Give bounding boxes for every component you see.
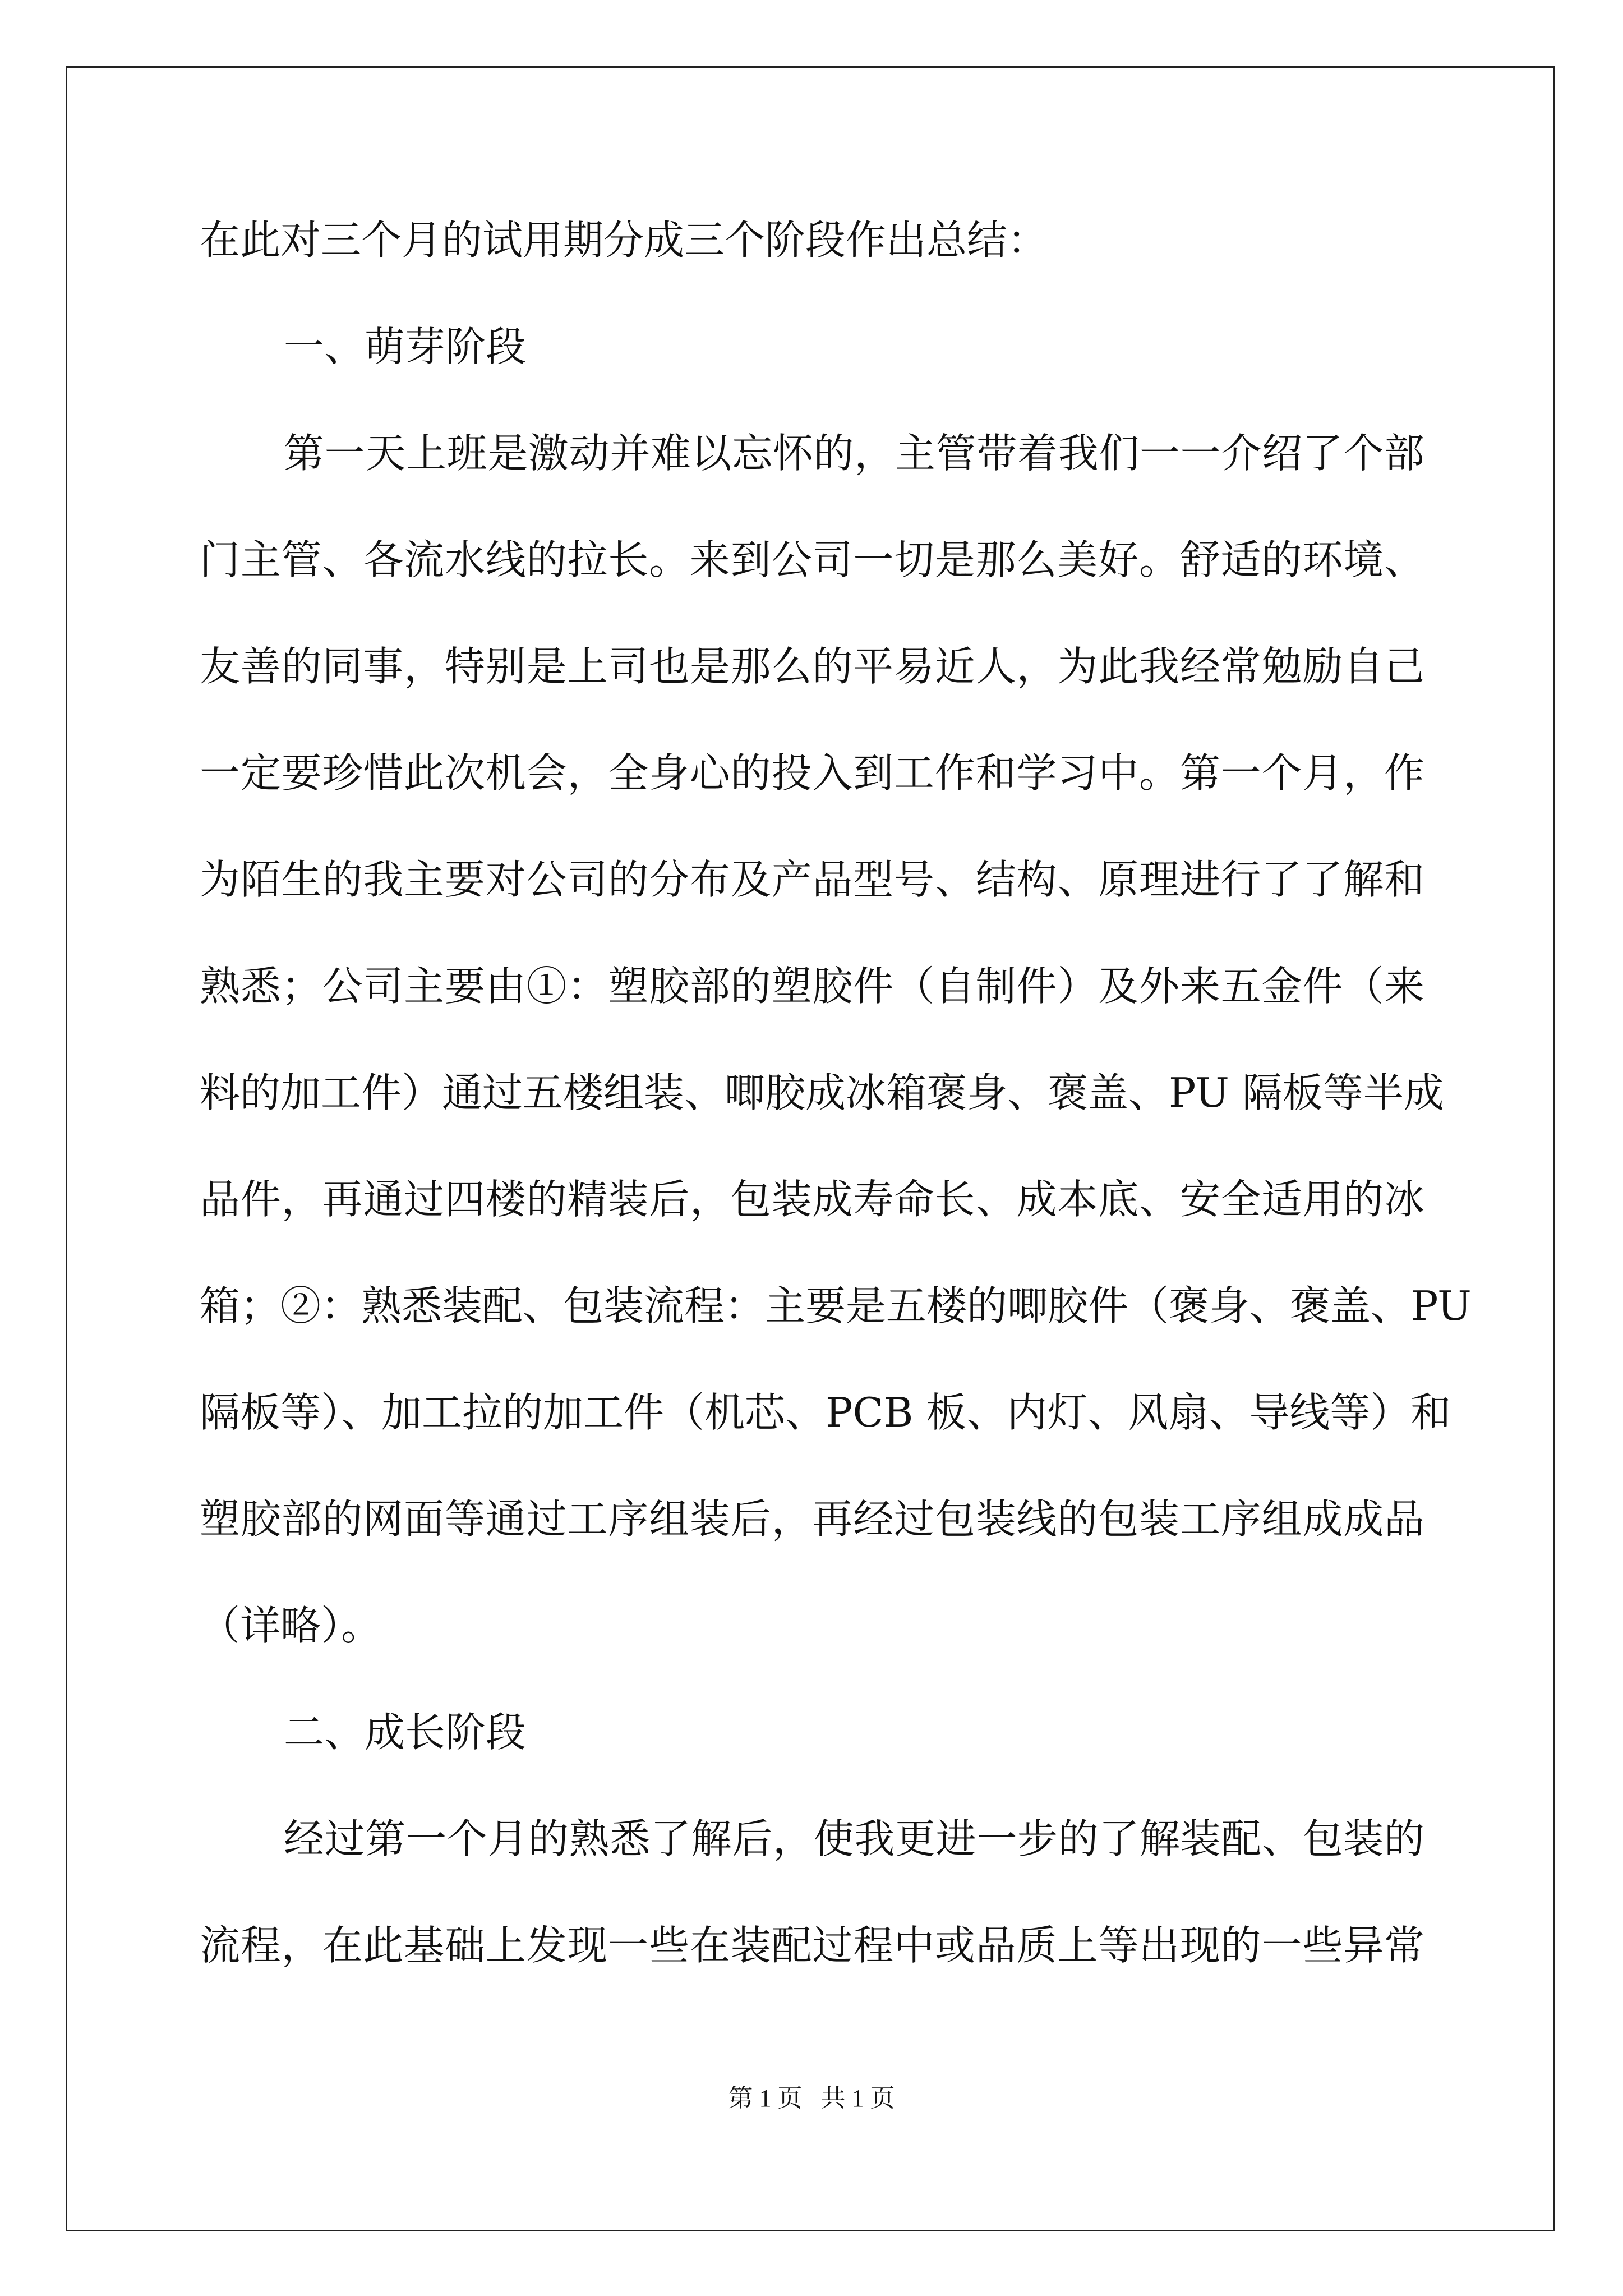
- paragraph-line: （详略）。: [200, 1602, 382, 1649]
- page-total: 共 1 页: [820, 2085, 895, 2112]
- page-footer: [0, 2085, 1623, 2113]
- paragraph-line: 箱；②：熟悉装配、包装流程：主要是五楼的唧胶件（褒身、褒盖、PU: [200, 1282, 1472, 1329]
- section-heading: 一、萌芽阶段: [284, 323, 527, 370]
- paragraph-line: 经过第一个月的熟悉了解后，使我更进一步的了解装配、包装的: [284, 1815, 1424, 1862]
- paragraph-line: 在此对三个月的试用期分成三个阶段作出总结：: [200, 217, 1048, 264]
- paragraph-line: 熟悉；公司主要由①：塑胶部的塑胶件（自制件）及外来五金件（来: [200, 963, 1424, 1010]
- paragraph-line: 友善的同事，特别是上司也是那么的平易近人，为此我经常勉励自己: [200, 643, 1424, 690]
- section-heading: 二、成长阶段: [284, 1709, 527, 1756]
- paragraph-line: 料的加工件）通过五楼组装、唧胶成冰箱褒身、褒盖、PU 隔板等半成: [200, 1069, 1444, 1116]
- paragraph-line: 门主管、各流水线的拉长。来到公司一切是那么美好。舒适的环境、: [200, 536, 1424, 583]
- paragraph-line: 品件，再通过四楼的精装后，包装成寿命长、成本底、安全适用的冰: [200, 1176, 1424, 1223]
- paragraph-line: 一定要珍惜此次机会，全身心的投入到工作和学习中。第一个月，作: [200, 749, 1424, 797]
- paragraph-line: 隔板等）、加工拉的加工件（机芯、PCB 板、内灯、风扇、导线等）和: [200, 1389, 1451, 1436]
- document-body: [200, 217, 1472, 2032]
- paragraph-line: 塑胶部的网面等通过工序组装后，再经过包装线的包装工序组成成品: [200, 1496, 1424, 1543]
- paragraph-line: 为陌生的我主要对公司的分布及产品型号、结构、原理进行了了解和: [200, 856, 1424, 903]
- paragraph-line: 第一天上班是激动并难以忘怀的，主管带着我们一一介绍了个部: [284, 430, 1424, 477]
- page-number: 第 1 页: [728, 2085, 803, 2112]
- paragraph-line: 流程，在此基础上发现一些在装配过程中或品质上等出现的一些异常: [200, 1922, 1424, 1969]
